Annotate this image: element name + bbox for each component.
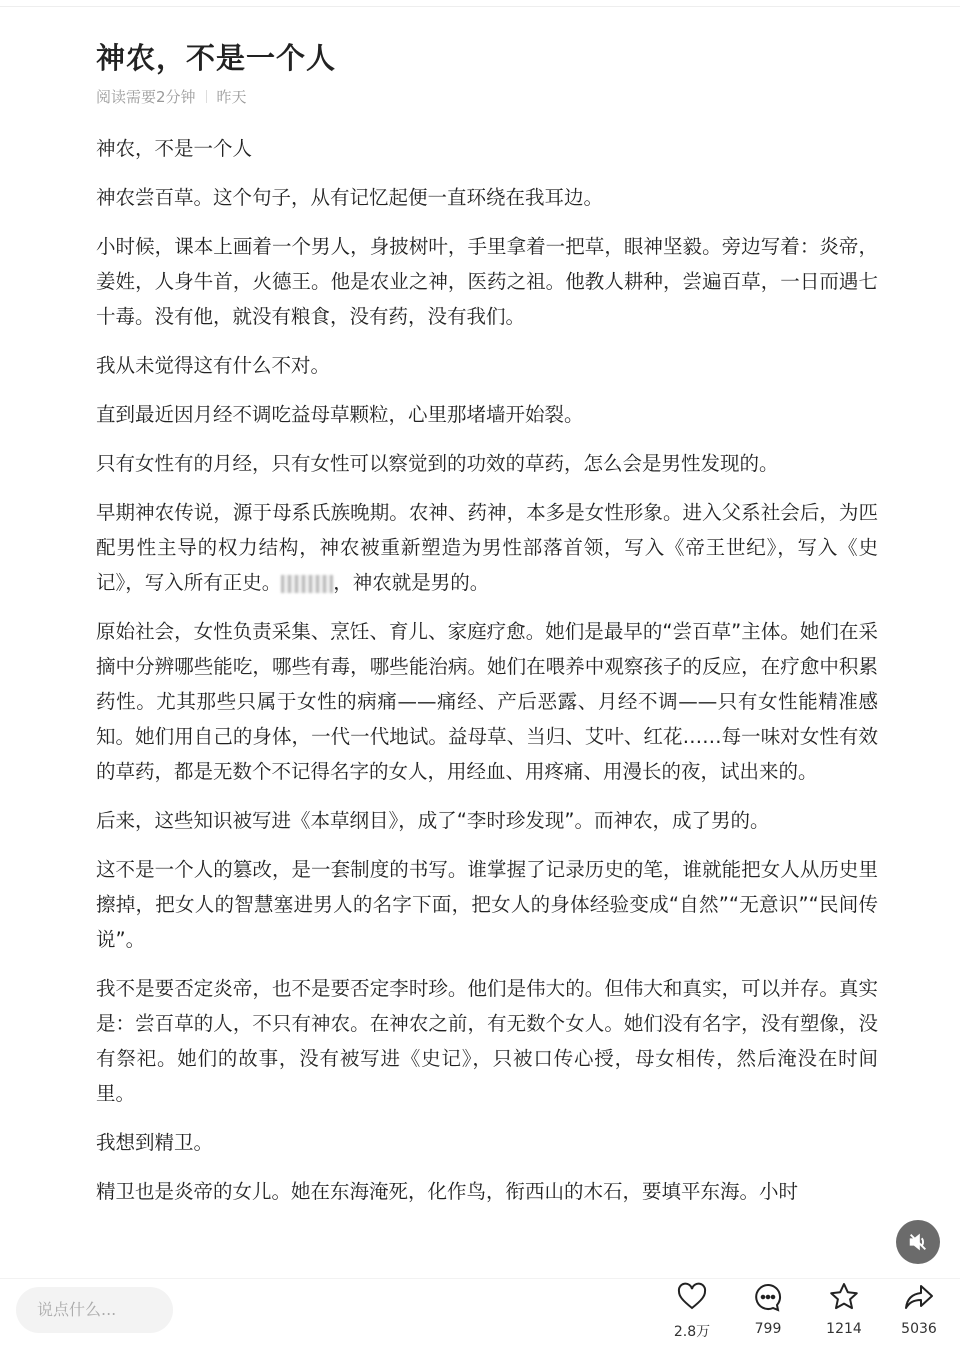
paragraph-text: 早期神农传说，源于母系氏族晚期。农神、药神，本多是女性形象。进入父系社会后，为匹配男性主导的权力结构，神农被重新塑造为男性部落首领，写入《帝王世纪》，写入《史记》，写入所有正史。	[96, 501, 878, 594]
top-divider	[0, 6, 960, 7]
paragraph: 小时候，课本上画着一个男人，身披树叶，手里拿着一把草，眼神坚毅。旁边写着：炎帝，姜姓，人身牛首，火德王。他是农业之神，医药之祖。他教人耕种，尝遍百草，一日而遇七十毒。没有他，就没有粮食，没有药，没有我们。	[96, 235, 878, 328]
paragraph: 后来，这些知识被写进《本草纲目》，成了“李时珍发现”。而神农，成了男的。	[96, 809, 770, 832]
blurred-text	[281, 575, 333, 593]
paragraph: 我想到精卫。	[96, 1131, 214, 1154]
favorite-button[interactable]	[814, 1281, 874, 1337]
article-body	[96, 131, 878, 1209]
favorite-count: 1214	[826, 1321, 862, 1337]
read-time: 阅读需要2分钟	[96, 88, 196, 106]
like-button[interactable]	[662, 1281, 722, 1341]
paragraph: 我从未觉得这有什么不对。	[96, 354, 331, 377]
paragraph: 神农尝百草。这个句子，从有记忆起便一直环绕在我耳边。	[96, 186, 604, 209]
paragraph: 这不是一个人的篡改，是一套制度的书写。谁掌握了记录历史的笔，谁就能把女人从历史里擦掉，把女人的智慧塞进男人的名字下面，把女人的身体经验变成“自然”“无意识”“民间传说”。	[96, 858, 878, 951]
speaker-muted-icon	[907, 1231, 929, 1253]
article-meta	[96, 86, 878, 107]
paragraph: 精卫也是炎帝的女儿。她在东海淹死，化作鸟，衔西山的木石，要填平东海。小时	[96, 1180, 799, 1203]
paragraph: 直到最近因月经不调吃益母草颗粒，心里那堵墙开始裂。	[96, 403, 584, 426]
share-count: 5036	[901, 1321, 937, 1337]
share-button[interactable]	[889, 1281, 949, 1337]
like-count: 2.8万	[673, 1324, 711, 1340]
meta-divider	[206, 90, 207, 103]
paragraph	[96, 495, 878, 600]
paragraph: 我不是要否定炎帝，也不是要否定李时珍。他们是伟大的。但伟大和真实，可以并存。真实是：尝百草的人，不只有神农。在神农之前，有无数个女人。她们没有名字，没有塑像，没有祭祀。她们的故事，没有被写进《史记》，只被口传心授，母女相传，然后淹没在时间里。	[96, 977, 878, 1105]
share-arrow-icon	[903, 1281, 935, 1313]
comment-input[interactable]: 说点什么...	[16, 1287, 173, 1333]
paragraph: 只有女性有的月经，只有女性可以察觉到的功效的草药，怎么会是男性发现的。	[96, 452, 779, 475]
paragraph: 神农，不是一个人	[96, 137, 253, 160]
article-title: 神农，不是一个人	[96, 41, 337, 75]
article	[96, 38, 878, 1209]
comment-bubble-icon	[752, 1281, 784, 1313]
comment-button[interactable]	[738, 1281, 798, 1337]
comment-count: 799	[754, 1321, 782, 1337]
paragraph-text: ，神农就是男的。	[333, 571, 490, 594]
bottom-action-bar	[0, 1278, 960, 1350]
heart-icon	[676, 1281, 708, 1313]
paragraph: 原始社会，女性负责采集、烹饪、育儿、家庭疗愈。她们是最早的“尝百草”主体。她们在采摘中分辨哪些能吃，哪些有毒，哪些能治病。她们在喂养中观察孩子的反应，在疗愈中积累药性。尤其那些只属于女性的病痛——痛经、产后恶露、月经不调——只有女性能精准感知。她们用自己的身体，一代一代地试。益母草、当归、艾叶、红花……每一味对女性有效的草药，都是无数个不记得名字的女人，用经血、用疼痛、用漫长的夜，试出来的。	[96, 620, 878, 783]
publish-date: 昨天	[216, 88, 247, 106]
star-icon	[828, 1281, 860, 1313]
mute-button[interactable]	[896, 1220, 940, 1264]
